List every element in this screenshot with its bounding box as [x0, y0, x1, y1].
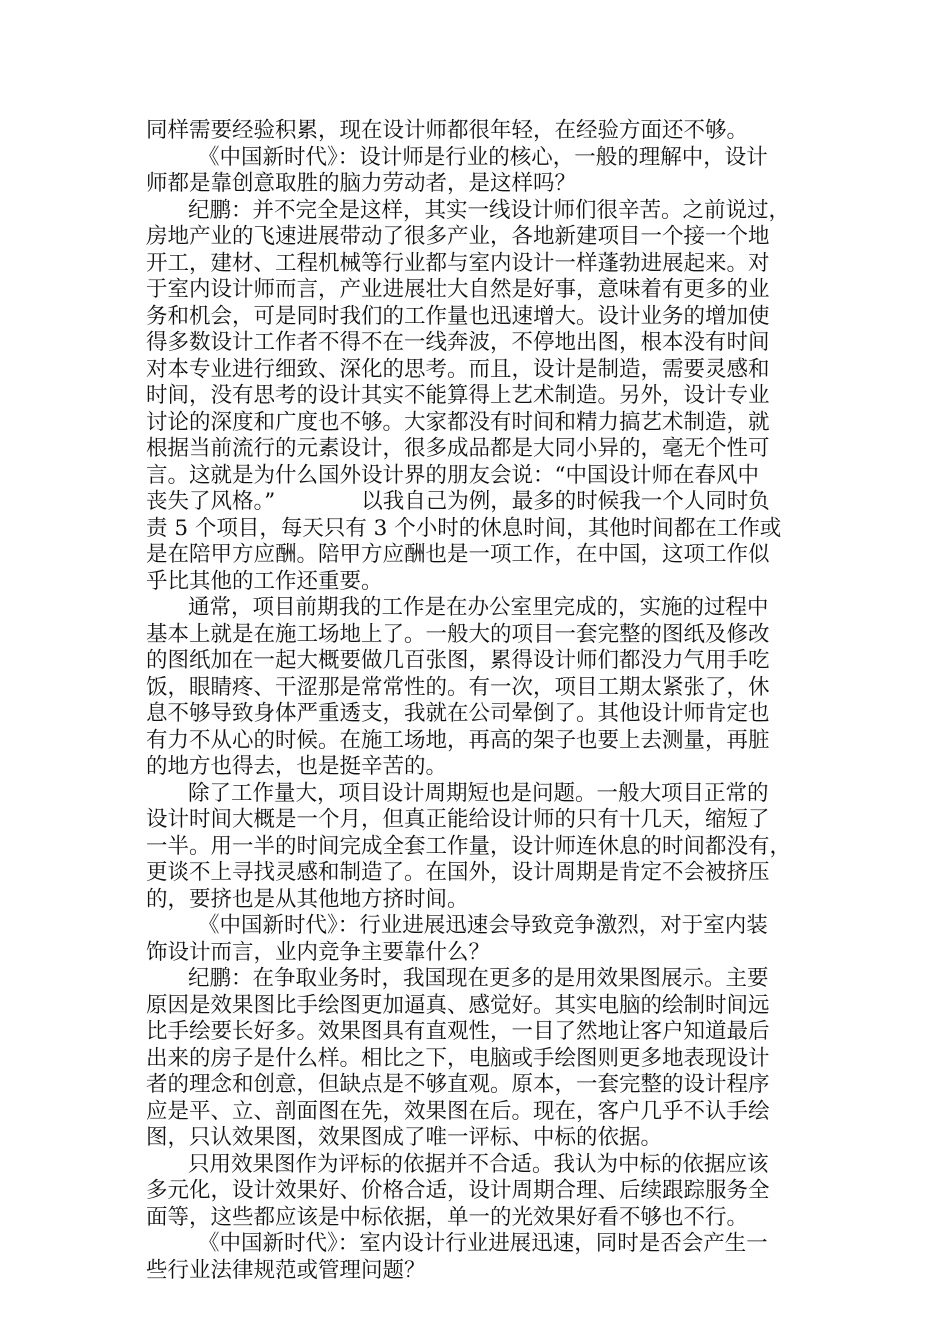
- text-line-combined: [146, 489, 808, 516]
- text-line: 《中国新时代》：行业进展迅速会导致竞争激烈，对于室内装: [198, 913, 768, 938]
- text-line: 息不够导致身体严重透支，我就在公司晕倒了。其他设计师肯定也: [146, 701, 770, 726]
- text-line: 面等，这些都应该是中标依据，单一的光效果好看不够也不行。: [146, 1204, 749, 1230]
- text-line: 言。这就是为什么国外设计界的朋友会说：“中国设计师在春风中: [146, 462, 759, 488]
- text-line: 出来的房子是什么样。相比之下，电脑或手绘图则更多地表现设计: [146, 1045, 770, 1071]
- text-segment: 丧失了风格。”: [146, 489, 276, 514]
- text-line: 图，只认效果图，效果图成了唯一评标、中标的依据。: [146, 1125, 663, 1150]
- text-line: 多元化，设计效果好、价格合适，设计周期合理、后续跟踪服务全: [146, 1178, 770, 1203]
- text-line: 讨论的深度和广度也不够。大家都没有时间和精力搞艺术制造，就: [146, 409, 770, 435]
- text-line: 比手绘要长好多。效果图具有直观性，一目了然地让客户知道最后: [146, 1019, 770, 1044]
- article-body: [146, 118, 808, 1284]
- text-line: 的图纸加在一起大概要做几百张图，累得设计师们都没力气用手吃: [146, 648, 770, 673]
- text-line: 只用效果图作为评标的依据并不合适。我认为中标的依据应该: [188, 1151, 769, 1177]
- text-line: 有力不从心的时候。在施工场地，再高的架子也要上去测量，再脏: [146, 727, 770, 753]
- text-line: 饰设计而言，业内竞争主要靠什么？: [146, 939, 491, 965]
- text-line: 《中国新时代》：室内设计行业进展迅速，同时是否会产生一: [198, 1231, 768, 1256]
- text-line: 于室内设计师而言，产业进展壮大自然是好事，意味着有更多的业: [146, 277, 770, 302]
- text-line: 时间，没有思考的设计其实不能算得上艺术制造。另外，设计专业: [146, 383, 770, 408]
- text-line: 开工，建材、工程机械等行业都与室内设计一样蓬勃进展起来。对: [146, 250, 770, 276]
- text-line: 更谈不上寻找灵感和制造了。在国外，设计周期是肯定不会被挤压: [146, 860, 770, 885]
- text-line: 得多数设计工作者不得不在一线奔波，不停地出图，根本没有时间: [146, 330, 770, 355]
- text-line: 原因是效果图比手绘图更加逼真、感觉好。其实电脑的绘制时间远: [146, 992, 770, 1018]
- text-line: 的地方也得去，也是挺辛苦的。: [146, 754, 448, 779]
- text-line: 务和机会，可是同时我们的工作量也迅速增大。设计业务的增加使: [146, 303, 770, 329]
- text-line: 些行业法律规范或管理问题？: [146, 1257, 426, 1283]
- text-line: 除了工作量大，项目设计周期短也是问题。一般大项目正常的: [188, 780, 769, 806]
- text-line: 饭，眼睛疼、干涩那是常常性的。有一次，项目工期太紧张了，休: [146, 674, 770, 700]
- text-line: 纪鹏：在争取业务时，我国现在更多的是用效果图展示。主要: [188, 966, 769, 991]
- text-line: 师都是靠创意取胜的脑力劳动者，是这样吗？: [146, 171, 577, 196]
- text-line: 同样需要经验积累，现在设计师都很年轻，在经验方面还不够。: [146, 118, 749, 143]
- text-line: 对本专业进行细致、深化的思考。而且，设计是制造，需要灵感和: [146, 356, 770, 382]
- text-line: 通常，项目前期我的工作是在办公室里完成的，实施的过程中: [188, 595, 769, 620]
- text-segment: 以我自己为例，最多的时候我一个人同时负: [361, 489, 770, 514]
- text-line: 一半。用一半的时间完成全套工作量，设计师连休息的时间都没有，: [146, 833, 792, 859]
- text-line: 责 5 个项目，每天只有 3 个小时的休息时间，其他时间都在工作或: [146, 515, 782, 541]
- text-line: 的，要挤也是从其他地方挤时间。: [146, 886, 469, 912]
- text-line: 房地产业的飞速进展带动了很多产业，各地新建项目一个接一个地: [146, 224, 770, 249]
- text-line: 根据当前流行的元素设计，很多成品都是大同小异的，毫无个性可: [146, 436, 770, 461]
- text-line: 设计时间大概是一个月，但真正能给设计师的只有十几天，缩短了: [146, 807, 770, 832]
- text-line: 纪鹏：并不完全是这样，其实一线设计师们很辛苦。之前说过，: [188, 197, 791, 223]
- text-line: 者的理念和创意，但缺点是不够直观。原本，一套完整的设计程序: [146, 1072, 770, 1097]
- text-line: 应是平、立、剖面图在先，效果图在后。现在，客户几乎不认手绘: [146, 1098, 770, 1124]
- text-line: 《中国新时代》：设计师是行业的核心，一般的理解中，设计: [198, 144, 768, 170]
- text-line: 是在陪甲方应酬。陪甲方应酬也是一项工作，在中国，这项工作似: [146, 542, 770, 567]
- text-line: 乎比其他的工作还重要。: [146, 568, 383, 594]
- text-line: 基本上就是在施工场地上了。一般大的项目一套完整的图纸及修改: [146, 621, 770, 647]
